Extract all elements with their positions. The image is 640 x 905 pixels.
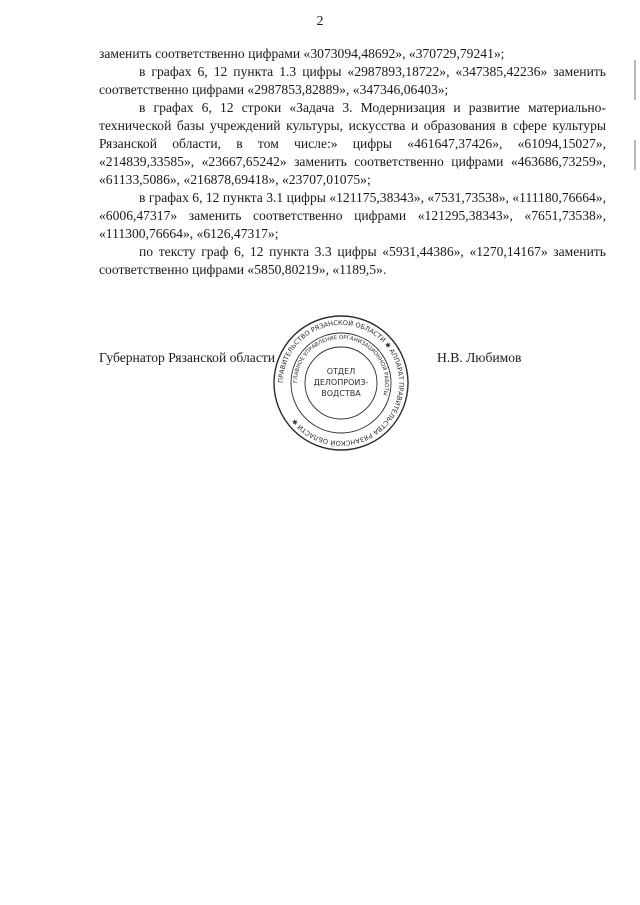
seal-outer-text: ПРАВИТЕЛЬСТВО РЯЗАНСКОЙ ОБЛАСТИ ✱ АППАРАТ ПРАВИТЕЛЬСТВА РЯЗАНСКОЙ ОБЛАСТИ ✱ [276, 318, 406, 448]
signature-title: Губернатор Рязанской области [99, 350, 276, 365]
signature-name: Н.В. Любимов [437, 350, 522, 365]
scan-edge-mark [634, 140, 636, 170]
paragraph-2: в графах 6, 12 пункта 1.3 цифры «2987893,18722», «347385,42236» заменить соответственно цифрами «2987853,82889», «347346,06403»; [99, 64, 606, 97]
paragraph-5: по тексту граф 6, 12 пункта 3.3 цифры «5931,44386», «1270,14167» заменить соответственно цифрами «5850,80219», «1189,5». [99, 244, 606, 277]
official-seal [272, 314, 410, 452]
paragraph-3: в графах 6, 12 строки «Задача 3. Модернизация и развитие материально-технической базы учреждений культуры, искусства и образования в сфере культуры Рязанской области, в том числе:» цифры «461647,37426», «61094,15027», «214839,33585», «23667,65242» заменить соответственно цифрами «463686,73259», «61133,5086», «216878,69418», «23707,01075»; [99, 100, 606, 187]
paragraph-1: заменить соответственно цифрами «3073094,48692», «370729,79241»; [99, 46, 505, 61]
seal-inner-text: ГЛАВНОЕ УПРАВЛЕНИЕ ОРГАНИЗАЦИОННОЙ РАБОТЫ [292, 334, 390, 397]
scan-edge-mark [634, 60, 636, 100]
seal-center-line-2: ДЕЛОПРОИЗ- [313, 378, 369, 387]
paragraph-4: в графах 6, 12 пункта 3.1 цифры «121175,38343», «7531,73538», «111180,76664», «6006,47317» заменить соответственно цифрами «121295,38343», «7651,73538», «111300,76664», «6126,47317»; [99, 190, 606, 241]
seal-center-line-1: ОТДЕЛ [326, 367, 356, 376]
document-body [99, 45, 606, 279]
seal-center-line-3: ВОДСТВА [321, 389, 361, 398]
page-number: 2 [316, 14, 324, 29]
